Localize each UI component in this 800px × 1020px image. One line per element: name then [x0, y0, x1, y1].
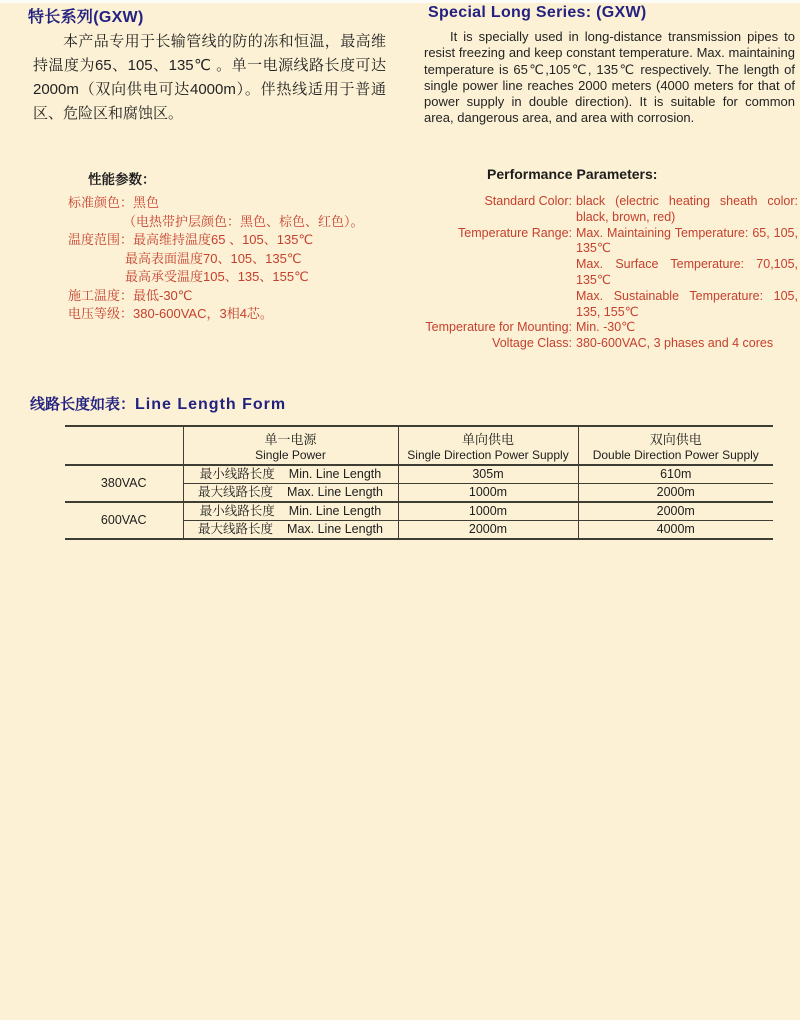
value-600-min-single: 1000m	[398, 502, 578, 521]
table-row-600-min	[65, 502, 773, 521]
header-single-power-en: Single Power	[255, 447, 326, 462]
header-cell-double-direction	[578, 426, 773, 465]
table-header-row	[65, 426, 773, 465]
performance-params-list-cn	[68, 194, 364, 324]
value-380-min-double: 610m	[578, 465, 773, 484]
row-label-max-en: Max. Line Length	[287, 522, 383, 536]
param-label: Temperature Range:	[458, 225, 572, 240]
voltage-cell-380vac: 380VAC	[65, 465, 183, 502]
line-length-table-container	[65, 425, 773, 540]
header-double-direction-en: Double Direction Power Supply	[592, 447, 759, 462]
param-label: Temperature for Mounting:	[425, 320, 572, 335]
param-row	[400, 336, 798, 352]
performance-params-heading-cn: 性能参数：	[88, 172, 156, 187]
header-single-direction-cn: 单向供电	[461, 431, 514, 447]
param-line: （电热带护层颜色：黑色、棕色、红色）。	[123, 213, 364, 229]
header-single-direction-en: Single Direction Power Supply	[407, 447, 569, 462]
row-label-min	[183, 502, 398, 521]
row-label-max	[183, 521, 398, 540]
param-row	[400, 289, 798, 321]
voltage-cell-600vac: 600VAC	[65, 502, 183, 539]
header-single-power-cn: 单一电源	[264, 431, 317, 447]
value-380-max-double: 2000m	[578, 484, 773, 503]
value-600-max-double: 4000m	[578, 521, 773, 540]
row-label-min-cn: 最小线路长度	[199, 467, 275, 481]
series-title-en: Special Long Series: (GXW)	[428, 4, 647, 21]
param-line: 电压等级：380-600VAC，3相4芯。	[68, 306, 273, 321]
param-value: Max. Surface Temperature: 70,105, 135℃	[576, 257, 798, 287]
value-600-max-single: 2000m	[398, 521, 578, 540]
row-label-max-cn: 最大线路长度	[198, 522, 274, 536]
line-length-form-title-en: Line Length Form	[135, 396, 287, 413]
param-value: Max. Sustainable Temperature: 105, 135, 155℃	[576, 288, 798, 319]
row-label-max-cn: 最大线路长度	[198, 485, 274, 499]
value-380-max-single: 1000m	[398, 484, 578, 503]
line-length-form-title	[30, 393, 286, 414]
header-cell-single-direction	[398, 426, 578, 465]
param-line: 标准颜色：黑色	[68, 195, 160, 210]
param-value: Max. Maintaining Temperature: 65, 105, 135℃	[576, 225, 798, 256]
param-label: Standard Color:	[484, 194, 572, 208]
series-title-cn: 特长系列(GXW)	[28, 9, 144, 26]
param-value: black (electric heating sheath color: black, brown, red)	[576, 194, 798, 224]
param-row	[400, 194, 798, 226]
param-value: 380-600VAC, 3 phases and 4 cores	[576, 336, 774, 351]
series-intro-paragraph-en: It is specially used in long-distance transmission pipes to resist freezing and keep constant temperature. Max. maintaining temperature is 65℃,105℃, 135℃ respectively. The length of single power line reaches 2000 meters (4000 meters for that of power supply in double direction). It is suitable for common area, dangerous area, and area with corrosion.	[424, 29, 795, 126]
param-line: 最高承受温度105、135、155℃	[125, 269, 309, 284]
param-line: 施工温度：最低-30℃	[68, 287, 193, 303]
row-label-min-cn: 最小线路长度	[199, 504, 275, 518]
param-value: Min. -30℃	[576, 320, 636, 335]
header-double-direction-cn: 双向供电	[649, 431, 702, 447]
line-length-form-title-cn: 线路长度如表：	[30, 396, 136, 413]
performance-params-heading-en: Performance Parameters:	[487, 166, 658, 182]
header-cell-single-power	[183, 426, 398, 465]
performance-params-list-en	[400, 194, 798, 352]
row-label-min-en: Min. Line Length	[288, 467, 382, 481]
param-line: 温度范围：最高维持温度65 、105、135℃	[68, 232, 314, 247]
row-label-max-en: Max. Line Length	[287, 485, 383, 499]
param-line: 最高表面温度70、105、135℃	[125, 250, 302, 266]
param-row	[400, 226, 798, 258]
value-380-min-single: 305m	[398, 465, 578, 484]
page-edge-strip	[0, 0, 800, 3]
param-row	[400, 320, 798, 336]
table-row-380-min	[65, 465, 773, 484]
row-label-max	[183, 484, 398, 503]
series-intro-paragraph-cn: 本产品专用于长输管线的防的冻和恒温，最高维持温度为65、105、135℃ 。单一电源线路长度可达2000m（双向供电可达4000m）。伴热线适用于普通区、危险区和腐蚀区。	[33, 33, 386, 122]
line-length-table	[65, 425, 773, 540]
param-label: Voltage Class:	[492, 336, 572, 351]
row-label-min	[183, 465, 398, 484]
row-label-min-en: Min. Line Length	[288, 504, 382, 518]
value-600-min-double: 2000m	[578, 502, 773, 521]
header-cell-empty	[65, 426, 183, 465]
param-row	[400, 257, 798, 289]
